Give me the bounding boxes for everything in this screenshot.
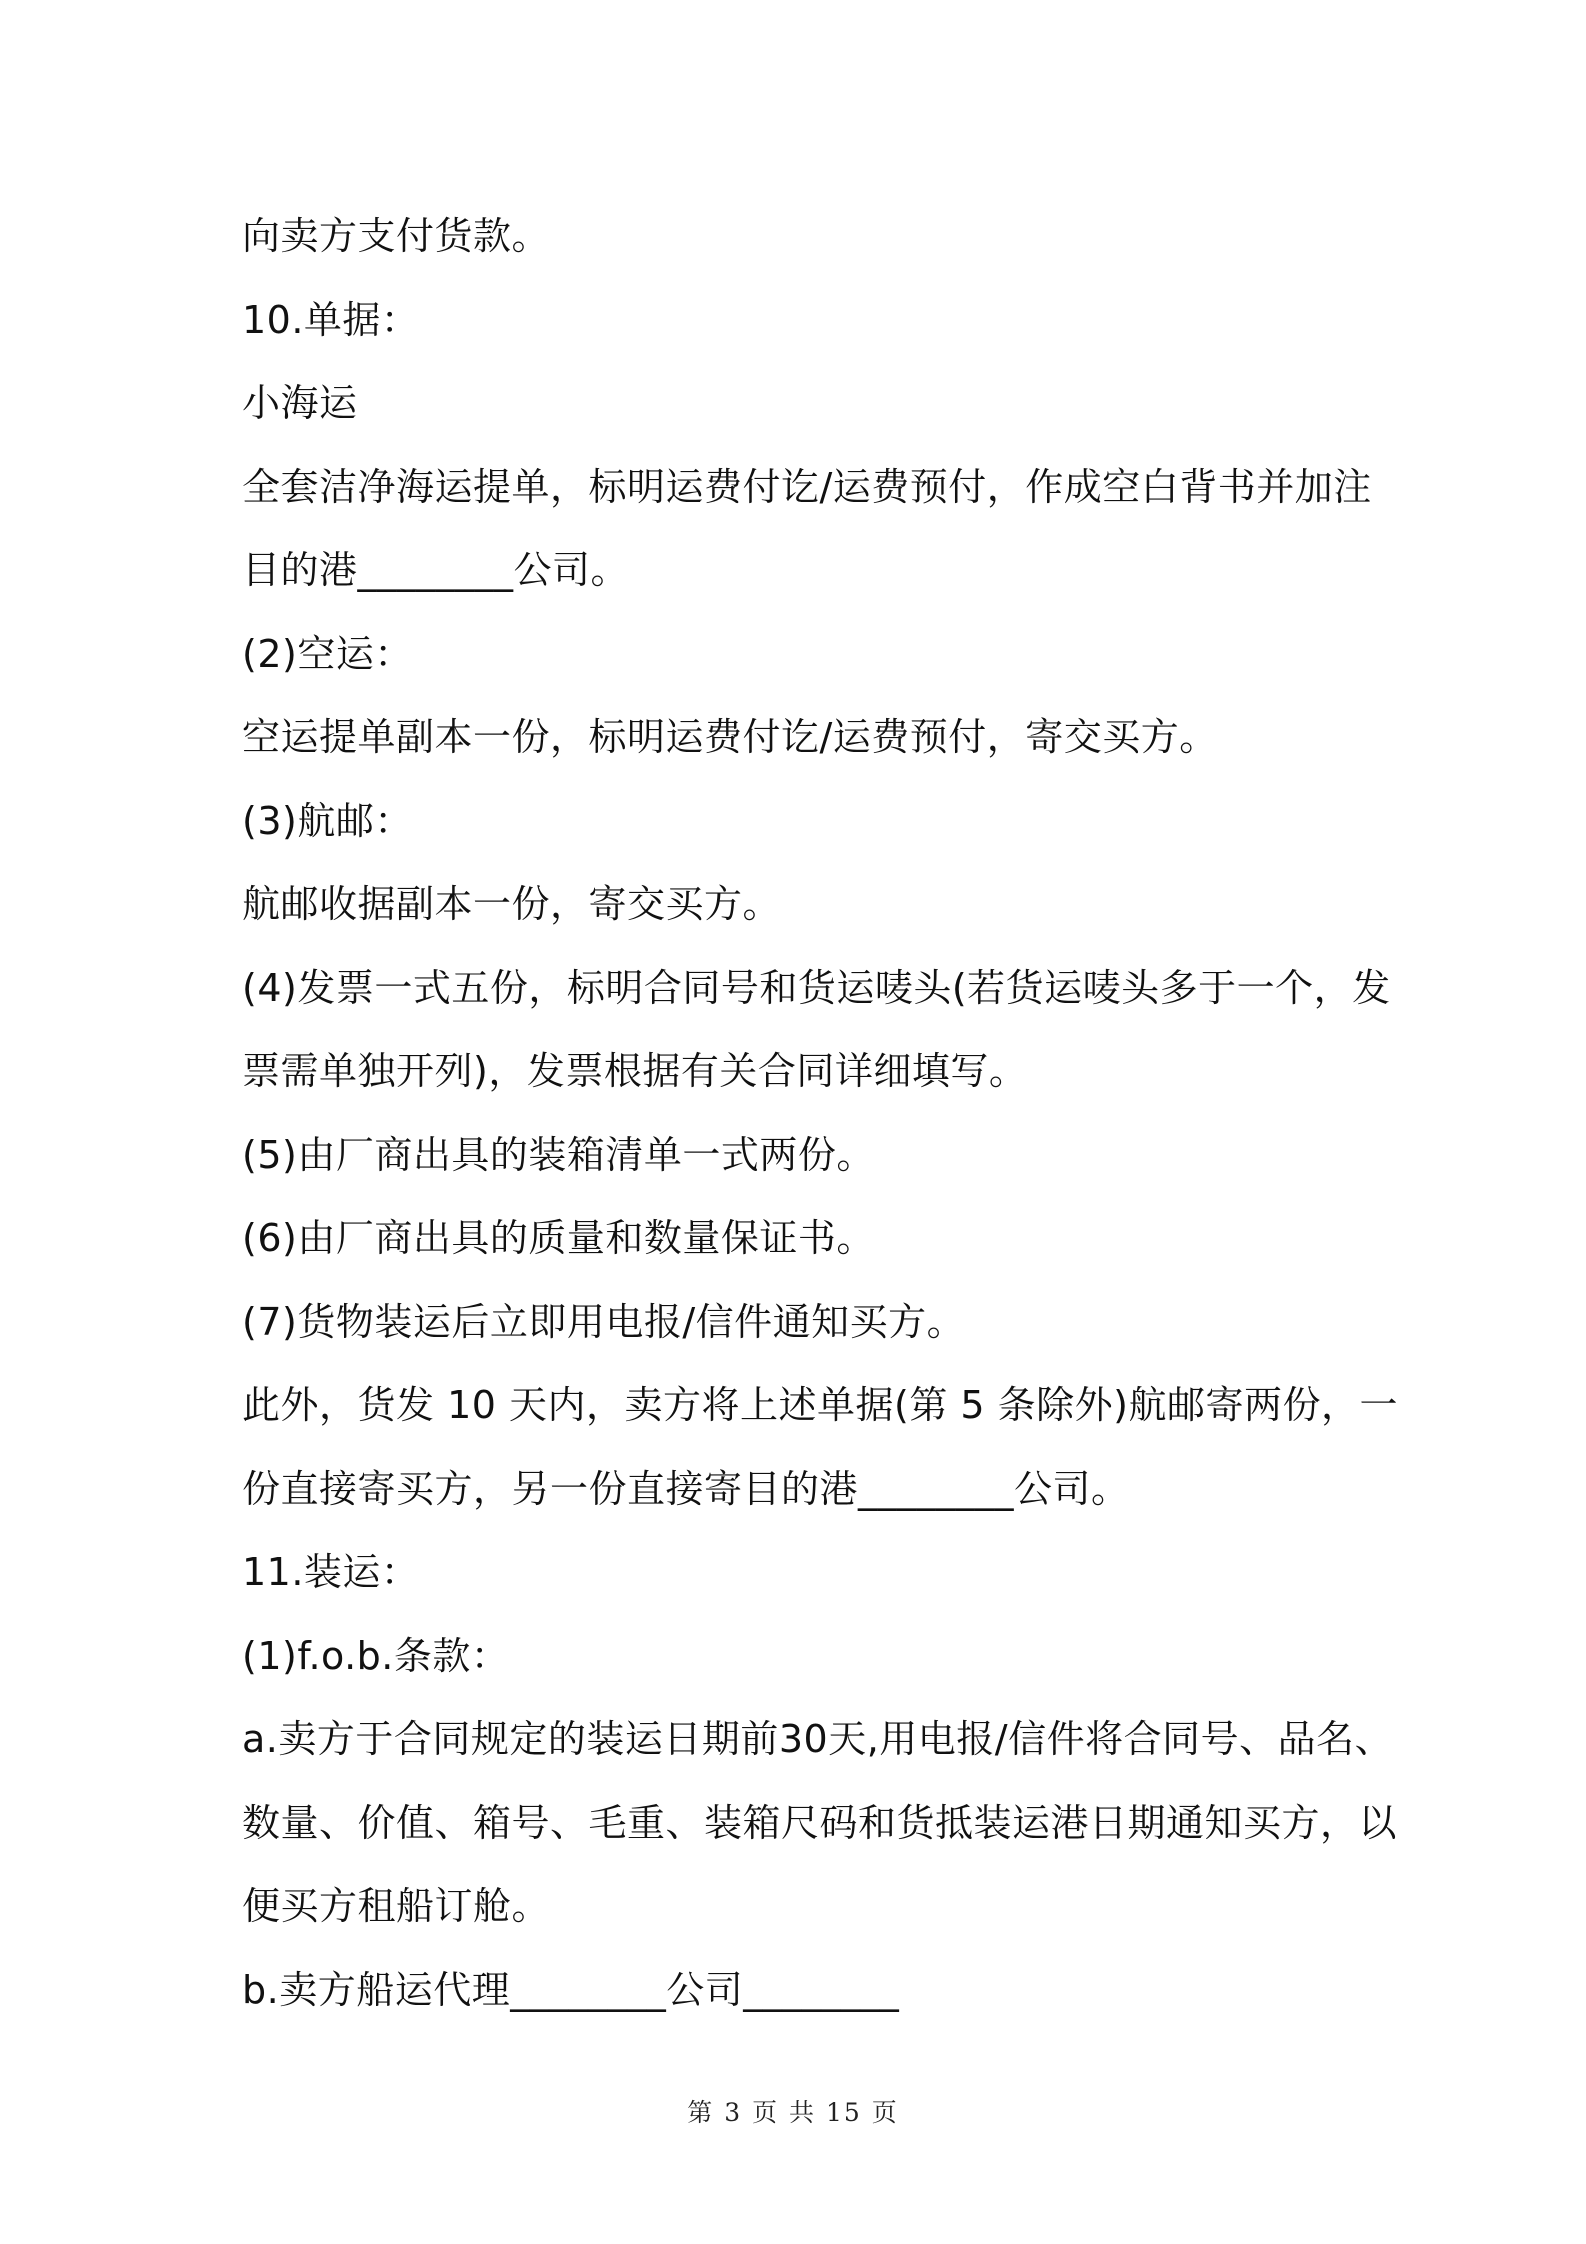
text-line: (5)由厂商出具的装箱清单一式两份。: [242, 1132, 875, 1177]
subheading-air-mail: (3)航邮：: [242, 798, 413, 843]
text-line: 票需单独开列)，发票根据有关合同详细填写。: [242, 1049, 1028, 1093]
text-line: (6)由厂商出具的质量和数量保证书。: [242, 1216, 875, 1260]
text-line: 空运提单副本一份，标明运费付讫/运费预付，寄交买方。: [242, 715, 1218, 759]
subheading-air-freight: (2)空运：: [242, 631, 413, 676]
document-body: [242, 195, 1398, 2032]
text-line: 全套洁净海运提单，标明运费付讫/运费预付，作成空白背书并加注: [242, 464, 1372, 509]
subheading-fob-terms: (1)f.o.b.条款：: [242, 1633, 510, 1678]
text-line: 此外，货发 10 天内，卖方将上述单据(第 5 条除外)航邮寄两份，一: [242, 1383, 1398, 1427]
text-line: 向卖方支付货款。: [242, 214, 551, 258]
text-line: (4)发票一式五份，标明合同号和货运唛头(若货运唛头多于一个，发: [242, 965, 1391, 1010]
text-line: b.卖方船运代理________公司________: [242, 1967, 900, 2012]
subheading-sea-freight: 小海运: [242, 381, 358, 425]
text-line: 份直接寄买方，另一份直接寄目的港________公司。: [242, 1466, 1130, 1511]
text-line: 数量、价值、箱号、毛重、装箱尺码和货抵装运港日期通知买方，以: [242, 1800, 1398, 1845]
section-heading-shipment: 11.装运：: [242, 1550, 420, 1594]
text-line: 便买方租船订舱。: [242, 1884, 551, 1928]
text-line: a.卖方于合同规定的装运日期前30天,用电报/信件将合同号、品名、: [242, 1717, 1394, 1761]
text-line: 目的港________公司。: [242, 548, 630, 592]
text-line: (7)货物装运后立即用电报/信件通知买方。: [242, 1299, 966, 1344]
section-heading-documents: 10.单据：: [242, 297, 420, 342]
text-line: 航邮收据副本一份，寄交买方。: [242, 882, 782, 926]
page-number-footer: 第 3 页 共 15 页: [687, 2098, 899, 2127]
